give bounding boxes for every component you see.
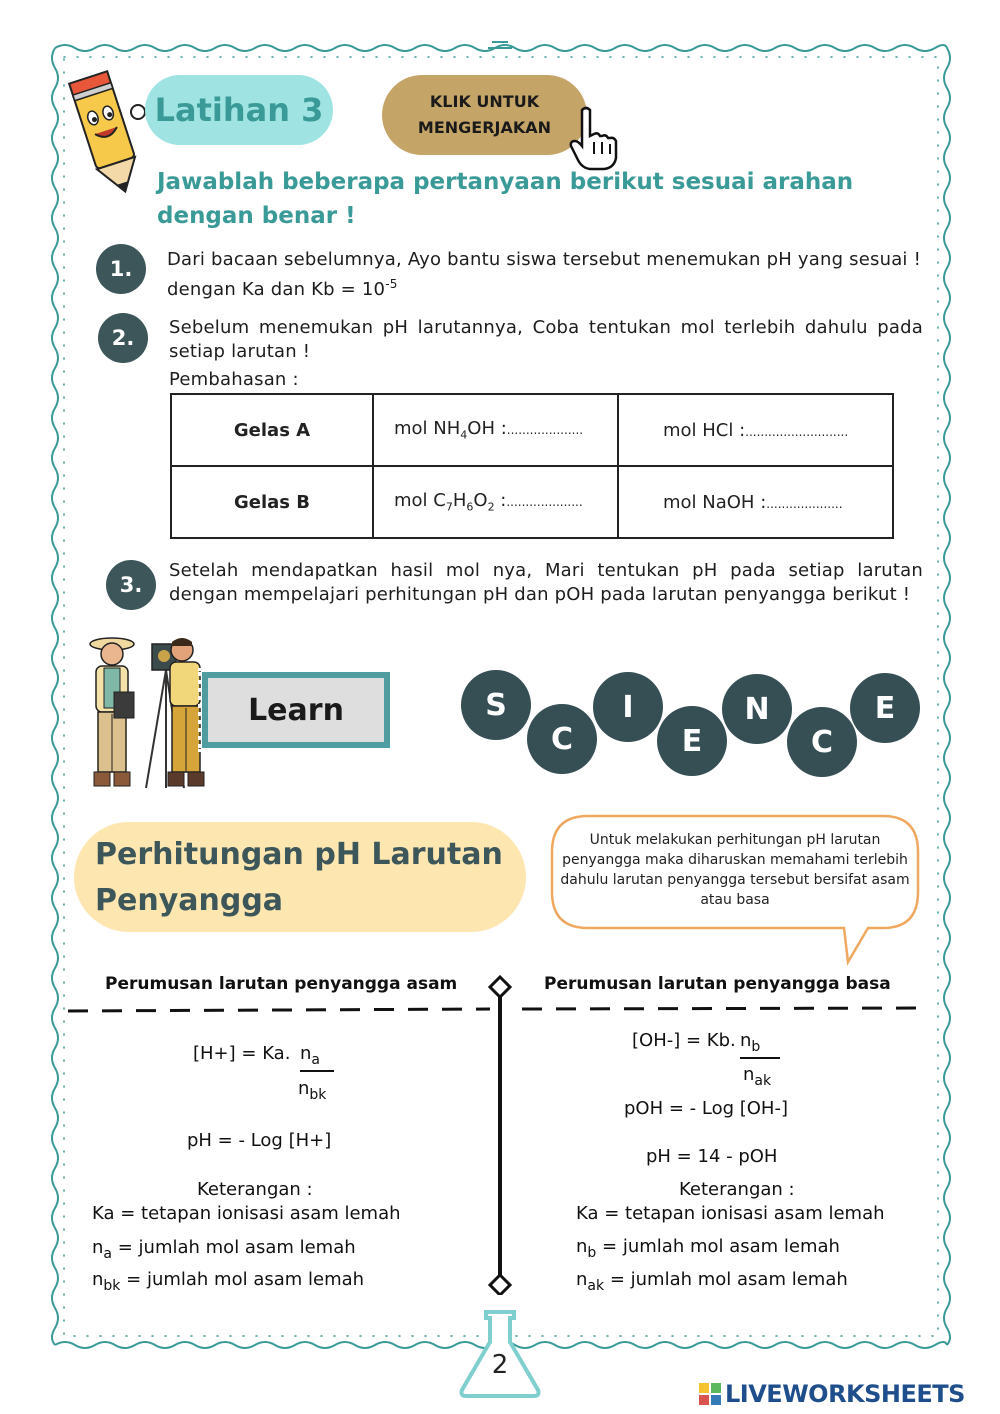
acid-ket3-sym: n xyxy=(92,1269,104,1290)
mol-naoh-cell[interactable] xyxy=(618,466,893,538)
question-1-body: Dari bacaan sebelumnya, Ayo bantu siswa tersebut menemukan pH yang sesuai ! dengan Ka dan Kb = 10 xyxy=(167,249,921,300)
science-letter-i: I xyxy=(596,675,660,739)
instruction-text: Jawablah beberapa pertanyaan berikut sesuai arahan dengan benar ! xyxy=(157,169,854,229)
mol-table xyxy=(170,393,894,539)
liveworksheets-logo-icon xyxy=(698,1382,722,1406)
section-title-line2: Penyangga xyxy=(95,883,284,918)
question-number-3: 3. xyxy=(106,560,156,610)
mol-nh4oh-post: OH : xyxy=(467,418,507,440)
base-ph-formula: pH = 14 - pOH xyxy=(646,1146,778,1167)
science-letter-e2: E xyxy=(853,676,917,740)
science-letter-s: S xyxy=(464,673,528,737)
gelas-a-label: Gelas A xyxy=(171,394,373,466)
mol-hcl-pre: mol HCl : xyxy=(663,419,746,441)
mol-nh4oh-cell[interactable] xyxy=(373,394,618,466)
base-num-n: n xyxy=(740,1030,752,1051)
base-den-sub: ak xyxy=(754,1073,772,1089)
table-row xyxy=(171,394,893,466)
base-ket-2 xyxy=(576,1236,840,1261)
acid-num-sub: a xyxy=(311,1052,321,1068)
mol-nh4oh-sub: 4 xyxy=(460,428,468,442)
mol-c7h6o2-post: : xyxy=(494,490,507,512)
mol-hcl-cell[interactable] xyxy=(618,394,893,466)
pencil-mascot-icon xyxy=(68,66,148,198)
mol-c7h6o2-sub2: 6 xyxy=(466,500,474,514)
question-number-2: 2. xyxy=(98,313,148,363)
hand-pointer-icon xyxy=(568,106,620,172)
mol-c7h6o2-pre: mol C xyxy=(394,490,446,512)
question-number-1: 1. xyxy=(96,244,146,294)
brand-text: LIVEWORKSHEETS xyxy=(725,1380,965,1408)
mol-nh4oh-pre: mol NH xyxy=(394,418,461,440)
acid-ket-title: Keterangan : xyxy=(197,1179,313,1200)
base-ket2-text: = jumlah mol asam lemah xyxy=(596,1236,840,1257)
base-formula-left: [OH-] = Kb. xyxy=(632,1030,736,1051)
klik-line2: MENGERJAKAN xyxy=(417,118,552,137)
science-letter-c2: C xyxy=(790,710,854,774)
learn-stamp xyxy=(198,668,394,752)
page-number: 2 xyxy=(491,1350,509,1380)
acid-formula-left: [H+] = Ka. xyxy=(193,1043,291,1064)
mol-c7h6o2-mid2: O xyxy=(473,490,488,512)
klik-line1: KLIK UNTUK xyxy=(429,92,540,111)
acid-num-n: n xyxy=(300,1043,312,1064)
base-ket2-sym: n xyxy=(576,1236,588,1257)
base-ket3-sub: ak xyxy=(587,1278,605,1294)
base-ket3-text: = jumlah mol asam lemah xyxy=(604,1269,848,1290)
section-title-line1: Perhitungan pH Larutan xyxy=(95,837,503,872)
acid-ket3-sub: bk xyxy=(103,1278,121,1294)
pembahasan-label: Pembahasan : xyxy=(169,369,299,390)
question-1-text xyxy=(167,248,921,302)
table-row xyxy=(171,466,893,538)
base-ket-title: Keterangan : xyxy=(679,1179,795,1200)
acid-ket2-text: = jumlah mol asam lemah xyxy=(112,1237,356,1258)
acid-formula-numerator xyxy=(300,1043,334,1072)
mol-c7h6o2-mid1: H xyxy=(452,490,467,512)
acid-ket-3 xyxy=(92,1269,364,1294)
mol-c7h6o2-sub3: 2 xyxy=(487,500,495,514)
gelas-b-label: Gelas B xyxy=(171,466,373,538)
base-num-sub: b xyxy=(751,1039,761,1055)
mol-naoh-blank: .................... xyxy=(766,496,843,511)
exercise-title: Latihan 3 xyxy=(145,75,333,145)
base-formula-numerator xyxy=(740,1030,780,1059)
question-3-text: Setelah mendapatkan hasil mol nya, Mari tentukan pH pada setiap larutan dengan mempelajari perhitungan pH dan pOH pada larutan penyangga berikut ! xyxy=(169,560,923,605)
acid-ph-formula: pH = - Log [H+] xyxy=(187,1130,332,1151)
base-ket-1: Ka = tetapan ionisasi asam lemah xyxy=(576,1203,885,1224)
science-letter-n: N xyxy=(725,677,789,741)
section-title xyxy=(95,832,525,924)
acid-ket-1: Ka = tetapan ionisasi asam lemah xyxy=(92,1203,401,1224)
acid-heading: Perumusan larutan penyangga asam xyxy=(105,974,458,994)
acid-den-n: n xyxy=(298,1078,310,1099)
acid-ket-2 xyxy=(92,1237,356,1262)
base-ket2-sub: b xyxy=(587,1245,597,1261)
base-heading: Perumusan larutan penyangga basa xyxy=(544,974,891,994)
acid-ket2-sym: n xyxy=(92,1237,104,1258)
question-2-text: Sebelum menemukan pH larutannya, Coba tentukan mol terlebih dahulu pada setiap larutan ! xyxy=(169,317,923,362)
base-den-n: n xyxy=(743,1064,755,1085)
learn-label: Learn xyxy=(208,678,384,742)
base-poh-formula: pOH = - Log [OH-] xyxy=(624,1098,788,1119)
liveworksheets-brand[interactable] xyxy=(698,1378,998,1410)
acid-ket2-sub: a xyxy=(103,1246,113,1262)
start-exercise-button[interactable] xyxy=(382,75,587,155)
acid-den-sub: bk xyxy=(309,1087,327,1103)
mol-naoh-pre: mol NaOH : xyxy=(663,491,767,513)
mol-hcl-blank: ........................... xyxy=(745,424,849,439)
science-letter-e: E xyxy=(660,709,724,773)
science-letter-c: C xyxy=(530,707,594,771)
base-ket-3 xyxy=(576,1269,848,1294)
mol-c7h6o2-blank: .................... xyxy=(506,495,583,510)
mol-nh4oh-blank: .................... xyxy=(506,423,584,438)
base-formula-denominator xyxy=(743,1064,771,1089)
mol-c7h6o2-sub1: 7 xyxy=(445,500,453,514)
mol-c7h6o2-cell[interactable] xyxy=(373,466,618,538)
bubble-text: Untuk melakukan perhitungan pH larutan penyangga maka diharuskan memahami terlebih dahulu larutan penyangga tersebut bersifat asam atau basa xyxy=(560,832,910,908)
acid-formula-denominator xyxy=(298,1078,326,1103)
question-1-exponent: -5 xyxy=(385,277,398,291)
acid-ket3-text: = jumlah mol asam lemah xyxy=(120,1269,365,1290)
base-ket3-sym: n xyxy=(576,1269,588,1290)
